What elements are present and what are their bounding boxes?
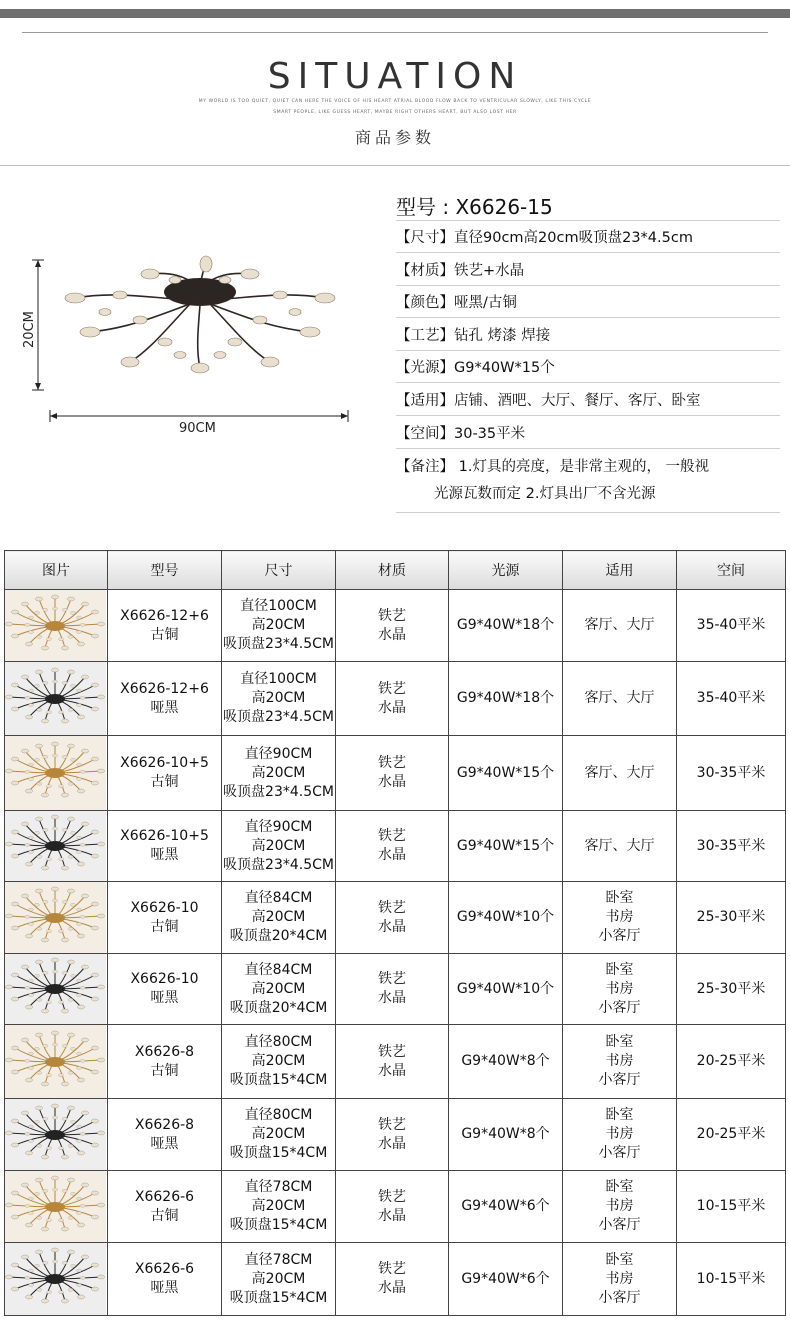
top-bar	[0, 9, 790, 18]
size-canopy: 吸顶盘15*4CM	[229, 1145, 328, 1161]
lamp-diagram	[20, 250, 370, 440]
usage-cell	[563, 1025, 677, 1099]
material-cell	[336, 1243, 449, 1316]
usage-line: 小客厅	[598, 928, 641, 944]
product-thumbnail	[5, 1099, 108, 1171]
table-row	[5, 882, 786, 954]
space-cell: 25-30平米	[677, 882, 786, 954]
material-cell	[336, 736, 449, 811]
width-dimension-label: 90CM	[179, 421, 216, 436]
material-crystal: 水晶	[378, 918, 406, 935]
size-canopy: 吸顶盘20*4CM	[229, 999, 328, 1016]
size-cell	[222, 1025, 336, 1099]
spec-divider	[396, 317, 780, 318]
size-height: 高20CM	[251, 764, 306, 781]
header-bottom-rule	[0, 165, 790, 166]
material-iron: 铁艺	[378, 828, 406, 844]
size-height: 高20CM	[251, 617, 306, 633]
model-cell	[108, 1171, 222, 1243]
model-finish: 古铜	[150, 918, 179, 935]
model-finish: 哑黑	[150, 990, 179, 1006]
material-iron: 铁艺	[378, 899, 406, 916]
table-row	[5, 1171, 786, 1243]
model-number: X6626-6	[134, 1261, 195, 1277]
product-thumbnail	[5, 1243, 108, 1316]
size-cell	[222, 662, 336, 736]
spec-model-title: 型号 : X6626-15	[396, 195, 553, 219]
usage-line: 卧室	[605, 1034, 634, 1050]
material-iron: 铁艺	[378, 1261, 406, 1277]
usage-line: 卧室	[605, 1251, 634, 1268]
size-cell	[222, 882, 336, 954]
product-thumbnail	[5, 736, 108, 811]
size-height: 高20CM	[251, 837, 306, 854]
size-height: 高20CM	[251, 980, 306, 997]
light-cell: G9*40W*8个	[449, 1025, 563, 1099]
size-height: 高20CM	[251, 690, 306, 706]
material-crystal: 水晶	[378, 626, 406, 643]
model-finish: 哑黑	[150, 847, 179, 863]
material-cell	[336, 1099, 449, 1171]
material-iron: 铁艺	[378, 1116, 406, 1133]
size-cell	[222, 1099, 336, 1171]
usage-cell	[563, 1171, 677, 1243]
usage-line: 小客厅	[598, 1145, 641, 1161]
usage-cell	[563, 590, 677, 662]
model-number: X6626-10+5	[120, 755, 209, 771]
usage-line: 客厅、大厅	[584, 837, 655, 854]
tagline-2: SMART PEOPLE, LIKE GUESS HEART, MAYBE RIGHT OTHERS HEART, BUT ALSO LOST HER	[273, 110, 517, 115]
material-crystal: 水晶	[378, 847, 406, 863]
material-iron: 铁艺	[378, 1043, 406, 1060]
usage-line: 卧室	[605, 961, 634, 978]
space-cell: 30-35平米	[677, 811, 786, 882]
spec-divider	[396, 448, 780, 449]
table-row	[5, 1099, 786, 1171]
material-cell	[336, 954, 449, 1025]
size-height: 高20CM	[251, 1198, 306, 1214]
size-diameter: 直径78CM	[244, 1251, 313, 1268]
material-cell	[336, 811, 449, 882]
model-cell	[108, 954, 222, 1025]
usage-line: 卧室	[605, 1107, 634, 1123]
light-cell: G9*40W*6个	[449, 1171, 563, 1243]
chandelier-icon	[5, 736, 106, 810]
table-row	[5, 1243, 786, 1316]
product-thumbnail	[5, 954, 108, 1025]
size-canopy: 吸顶盘15*4CM	[229, 1289, 328, 1306]
size-diameter: 直径80CM	[244, 1107, 313, 1123]
header-usage: 适用	[563, 551, 677, 590]
spec-divider	[396, 415, 780, 416]
size-height: 高20CM	[251, 1053, 306, 1069]
size-height: 高20CM	[251, 1270, 306, 1287]
section-subtitle: 商品参数	[354, 128, 435, 147]
size-diameter: 直径100CM	[240, 671, 317, 687]
model-finish: 古铜	[150, 1062, 179, 1079]
material-crystal: 水晶	[378, 1135, 406, 1152]
size-canopy: 吸顶盘23*4.5CM	[223, 709, 334, 725]
spec-note-line-1: 【备注】 1.灯具的亮度，是非常主观的， 一般视	[396, 459, 710, 475]
size-diameter: 直径78CM	[244, 1179, 313, 1195]
size-canopy: 吸顶盘15*4CM	[229, 1217, 328, 1233]
spec-divider	[396, 285, 780, 286]
header-material: 材质	[336, 551, 449, 590]
light-cell: G9*40W*18个	[449, 590, 563, 662]
model-cell	[108, 811, 222, 882]
light-cell: G9*40W*15个	[449, 736, 563, 811]
table-header-row	[5, 551, 786, 590]
size-height: 高20CM	[251, 1126, 306, 1142]
model-number: X6626-12+6	[120, 607, 209, 624]
spec-divider	[396, 252, 780, 253]
usage-line: 书房	[605, 1198, 634, 1214]
size-diameter: 直径84CM	[244, 961, 313, 978]
space-cell: 20-25平米	[677, 1099, 786, 1171]
light-cell: G9*40W*10个	[449, 954, 563, 1025]
usage-line: 客厅、大厅	[584, 617, 655, 633]
spec-usage: 【适用】店铺、酒吧、大厅、餐厅、客厅、卧室	[396, 393, 701, 409]
spec-light-source: 【光源】G9*40W*15个	[396, 360, 555, 376]
space-cell: 35-40平米	[677, 662, 786, 736]
table-row	[5, 662, 786, 736]
chandelier-icon	[5, 954, 106, 1024]
model-number: X6626-10	[130, 971, 199, 987]
model-finish: 哑黑	[150, 1280, 179, 1296]
model-number: X6626-12+6	[120, 680, 209, 697]
size-cell	[222, 590, 336, 662]
usage-line: 书房	[605, 1053, 634, 1069]
usage-line: 客厅、大厅	[584, 764, 655, 781]
lamp-illustration	[20, 250, 370, 440]
space-cell: 10-15平米	[677, 1243, 786, 1316]
product-thumbnail	[5, 590, 108, 662]
chandelier-icon	[5, 662, 106, 735]
header-light: 光源	[449, 551, 563, 590]
size-canopy: 吸顶盘20*4CM	[229, 928, 328, 944]
size-canopy: 吸顶盘23*4.5CM	[223, 636, 334, 652]
product-thumbnail	[5, 882, 108, 954]
material-crystal: 水晶	[378, 1062, 406, 1079]
product-thumbnail	[5, 1171, 108, 1243]
model-number: X6626-6	[134, 1188, 195, 1205]
product-thumbnail	[5, 811, 108, 882]
product-table	[4, 550, 786, 1316]
material-iron: 铁艺	[378, 607, 406, 624]
brand-title: SITUATION	[267, 56, 523, 97]
usage-line: 小客厅	[598, 999, 641, 1016]
table-row	[5, 736, 786, 811]
header-picture: 图片	[5, 551, 108, 590]
model-cell	[108, 882, 222, 954]
material-iron: 铁艺	[378, 971, 406, 987]
spec-divider	[396, 350, 780, 351]
model-cell	[108, 1099, 222, 1171]
material-cell	[336, 882, 449, 954]
usage-cell	[563, 882, 677, 954]
light-cell: G9*40W*8个	[449, 1099, 563, 1171]
chandelier-icon	[5, 1025, 106, 1098]
material-crystal: 水晶	[378, 1207, 406, 1224]
material-crystal: 水晶	[378, 990, 406, 1006]
tagline-1: MY WORLD IS TOO QUIET, QUIET CAN HERE THE VOICE OF HIS HEART ATRIAL BLOOD FLOW BACK TO VENTRICULAR SLOWLY, LIKE THIS CYCLE	[198, 99, 592, 104]
usage-line: 小客厅	[598, 1289, 641, 1306]
spec-divider	[396, 512, 780, 513]
usage-line: 小客厅	[598, 1217, 641, 1233]
chandelier-icon	[5, 811, 106, 881]
model-cell	[108, 1243, 222, 1316]
light-cell: G9*40W*15个	[449, 811, 563, 882]
spec-note-line-2: 光源瓦数而定 2.灯具出厂不含光源	[434, 486, 656, 502]
size-cell	[222, 954, 336, 1025]
material-cell	[336, 590, 449, 662]
size-canopy: 吸顶盘23*4.5CM	[223, 783, 334, 800]
usage-line: 客厅、大厅	[584, 690, 655, 706]
space-cell: 20-25平米	[677, 1025, 786, 1099]
spec-size: 【尺寸】直径90cm高20cm吸顶盘23*4.5cm	[396, 230, 693, 246]
material-iron: 铁艺	[378, 755, 406, 771]
material-iron: 铁艺	[378, 680, 406, 697]
model-number: X6626-8	[134, 1043, 195, 1060]
spec-material: 【材质】铁艺+水晶	[396, 263, 525, 279]
table-row	[5, 954, 786, 1025]
size-cell	[222, 1171, 336, 1243]
usage-cell	[563, 811, 677, 882]
material-crystal: 水晶	[378, 699, 406, 716]
light-cell: G9*40W*10个	[449, 882, 563, 954]
spec-color: 【颜色】哑黑/古铜	[396, 295, 517, 311]
usage-line: 书房	[605, 1126, 634, 1142]
product-thumbnail	[5, 662, 108, 736]
material-crystal: 水晶	[378, 1280, 406, 1296]
model-finish: 古铜	[150, 1207, 179, 1224]
size-diameter: 直径90CM	[244, 745, 313, 762]
size-cell	[222, 736, 336, 811]
header-model: 型号	[108, 551, 222, 590]
size-height: 高20CM	[251, 909, 306, 925]
table-row	[5, 1025, 786, 1099]
material-cell	[336, 1171, 449, 1243]
model-cell	[108, 590, 222, 662]
light-cell: G9*40W*18个	[449, 662, 563, 736]
size-diameter: 直径84CM	[244, 890, 313, 906]
space-cell: 30-35平米	[677, 736, 786, 811]
table-row	[5, 811, 786, 882]
model-finish: 古铜	[150, 626, 179, 643]
model-finish: 古铜	[150, 774, 179, 790]
spec-craft: 【工艺】钻孔 烤漆 焊接	[396, 328, 551, 344]
usage-cell	[563, 736, 677, 811]
chandelier-icon	[5, 1243, 106, 1315]
table-row	[5, 590, 786, 662]
material-cell	[336, 1025, 449, 1099]
usage-cell	[563, 1099, 677, 1171]
chandelier-icon	[5, 1099, 106, 1170]
header-top-rule	[22, 32, 768, 33]
chandelier-icon	[5, 882, 106, 953]
size-diameter: 直径90CM	[244, 818, 313, 835]
model-number: X6626-10+5	[120, 828, 209, 844]
size-cell	[222, 811, 336, 882]
size-diameter: 直径100CM	[240, 598, 317, 614]
model-cell	[108, 736, 222, 811]
model-finish: 哑黑	[150, 699, 179, 716]
usage-cell	[563, 954, 677, 1025]
space-cell: 25-30平米	[677, 954, 786, 1025]
material-crystal: 水晶	[378, 774, 406, 790]
usage-cell	[563, 1243, 677, 1316]
model-number: X6626-8	[134, 1116, 195, 1133]
spec-space: 【空间】30-35平米	[396, 426, 526, 442]
size-canopy: 吸顶盘23*4.5CM	[223, 856, 334, 873]
model-cell	[108, 1025, 222, 1099]
light-cell: G9*40W*6个	[449, 1243, 563, 1316]
usage-line: 小客厅	[598, 1072, 641, 1088]
material-iron: 铁艺	[378, 1188, 406, 1205]
usage-line: 书房	[605, 909, 634, 925]
model-cell	[108, 662, 222, 736]
size-diameter: 直径80CM	[244, 1034, 313, 1050]
header-size: 尺寸	[222, 551, 336, 590]
spec-divider	[396, 220, 780, 221]
space-cell: 10-15平米	[677, 1171, 786, 1243]
model-finish: 哑黑	[150, 1135, 179, 1152]
size-canopy: 吸顶盘15*4CM	[229, 1072, 328, 1088]
model-number: X6626-10	[130, 899, 199, 916]
size-cell	[222, 1243, 336, 1316]
space-cell: 35-40平米	[677, 590, 786, 662]
spec-divider	[396, 382, 780, 383]
chandelier-icon	[5, 1171, 106, 1242]
usage-line: 卧室	[605, 1179, 634, 1195]
usage-line: 书房	[605, 1270, 634, 1287]
usage-line: 卧室	[605, 890, 634, 906]
usage-cell	[563, 662, 677, 736]
spec-note	[396, 454, 786, 508]
usage-line: 书房	[605, 980, 634, 997]
chandelier-icon	[5, 590, 106, 661]
header-space: 空间	[677, 551, 786, 590]
height-dimension-label: 20CM	[22, 311, 37, 348]
material-cell	[336, 662, 449, 736]
product-thumbnail	[5, 1025, 108, 1099]
